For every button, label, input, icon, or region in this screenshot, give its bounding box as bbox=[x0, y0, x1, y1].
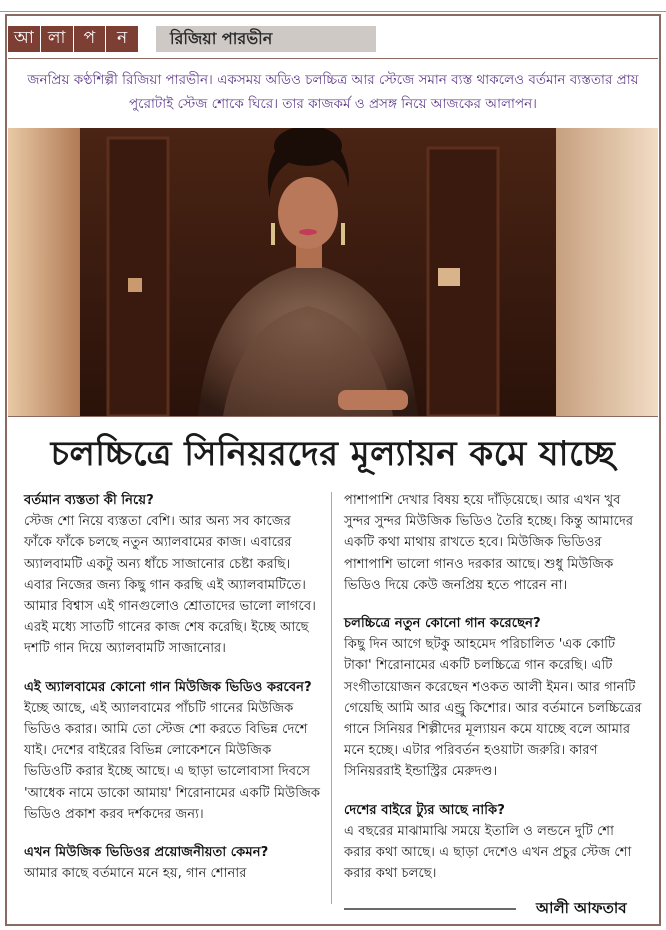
question: এই অ্যালবামের কোনো গান মিউজিক ভিডিও করবেন? bbox=[24, 679, 312, 695]
qa-block bbox=[344, 490, 642, 596]
answer: স্টেজ শো নিয়ে ব্যস্ততা বেশি। আর অন্য সব কাজের ফাঁকে ফাঁকে চলছে নতুন অ্যালবামের কাজ। এবারের অ্যালবামটি একটু অন্য ধাঁচে সাজানোর চেষ্টা করছি। এবার নিজের জন্য কিছু গান করছি এই অ্যালবামটিতে। আমার বিশ্বাস এই গানগুলোও শ্রোতাদের ভালো লাগবে। এরই মধ্যে সাতটি গানের কাজ শেষ করেছি। ইচ্ছে আছে দশটি গান দিয়ে অ্যালবামটি সাজানোর। bbox=[24, 514, 316, 657]
intro-text: জনপ্রিয় কণ্ঠশিল্পী রিজিয়া পারভীন। একসময় অডিও চলচ্চিত্র আর স্টেজে সমান ব্যস্ত থাকলেও বর্তমান ব্যস্ততার প্রায় পুরোটাই স্টেজ শোকে ঘিরে। তার কাজকর্ম ও প্রসঙ্গ নিয়ে আজকের আলাপন। bbox=[27, 72, 639, 112]
answer: ইচ্ছে আছে, এই অ্যালবামের পাঁচটি গানের মিউজিক ভিডিও করার। আমি তো স্টেজ শো করতে বিভিন্ন দেশে যাই। দেশের বাইরের বিভিন্ন লোকেশনে মিউজিক ভিডিওটি করার ইচ্ছে আছে। এ ছাড়া ভালোবাসা দিবসে 'আধেক নামে ডাকো আমায়' শিরোনামের একটি মিউজিক ভিডিও প্রকাশ করব দর্শকদের জন্য। bbox=[24, 700, 321, 822]
section-tag-letter: লা bbox=[41, 26, 74, 52]
qa-block bbox=[24, 677, 322, 825]
question: বর্তমান ব্যস্ততা কী নিয়ে? bbox=[24, 493, 154, 508]
portrait-illustration bbox=[8, 128, 658, 416]
answer: এ বছরের মাঝামাঝি সময়ে ইতালি ও লন্ডনে দুটি শো করার কথা আছে। এ ছাড়া দেশেও এখন প্রচুর স্টেজ শো করার কথা চলছে। bbox=[344, 823, 632, 882]
section-tag-letter: ন bbox=[117, 28, 128, 48]
section-tag-letter: প bbox=[74, 26, 107, 52]
top-rule bbox=[0, 0, 666, 12]
right-column bbox=[344, 490, 642, 901]
section-tag-letter: আ bbox=[8, 26, 41, 52]
headline: চলচ্চিত্রে সিনিয়রদের মূল্যায়ন কমে যাচ্ছে bbox=[50, 434, 616, 474]
question: দেশের বাইরে ট্যুর আছে নাকি? bbox=[344, 802, 505, 818]
portrait-photo bbox=[8, 128, 658, 416]
qa-block bbox=[344, 800, 642, 885]
section-header bbox=[8, 26, 658, 52]
answer-continued: পাশাপাশি দেখার বিষয় হয়ে দাঁড়িয়েছে। আর এখন খুব সুন্দর সুন্দর মিউজিক ভিডিও তৈরি হচ্ছে। কিন্তু আমাদের একটি কথা মাথায় রাখতে হবে। মিউজিক ভিডিওর পাশাপাশি ভালো গানও দরকার আছে। শুধু মিউজিক ভিডিও দিয়ে কেউ জনপ্রিয় হতে পারেন না। bbox=[344, 493, 634, 593]
question: এখন মিউজিক ভিডিওর প্রয়োজনীয়তা কেমন? bbox=[24, 845, 269, 861]
qa-block bbox=[24, 842, 322, 884]
section-tag bbox=[8, 26, 138, 52]
question: চলচ্চিত্রে নতুন কোনো গান করেছেন? bbox=[344, 616, 541, 632]
qa-block bbox=[344, 613, 642, 783]
answer: কিছু দিন আগে ছটকু আহমেদ পরিচালিত 'এক কোটি টাকা' শিরোনামের একটি চলচ্চিত্রে গান করেছি। এটি সংগীতায়োজন করেছেন শওকত আলী ইমন। আর গানটি গেয়েছি আমি আর এন্ড্রু কিশোর। আর বর্তমানে চলচ্চিত্রের গানে সিনিয়র শিল্পীদের মূল্যায়ন কমে যাচ্ছে বলে আমার মনে হচ্ছে। এটার পরিবর্তন হওয়াটা জরুরি। কারণ সিনিয়ররাই ইন্ডাস্ট্রির মেরুদণ্ড। bbox=[344, 637, 642, 780]
header-divider bbox=[8, 58, 658, 59]
author-signature: আলী আফতাব bbox=[536, 899, 627, 917]
column-divider bbox=[331, 492, 332, 904]
interviewee-name: রিজিয়া পারভীন bbox=[156, 26, 376, 52]
answer: আমার কাছে বর্তমানে মনে হয়, গান শোনার bbox=[24, 866, 247, 882]
photo-bottom-rule bbox=[8, 416, 658, 417]
signature-rule bbox=[344, 908, 516, 910]
qa-block bbox=[24, 490, 322, 660]
left-column bbox=[24, 490, 322, 901]
